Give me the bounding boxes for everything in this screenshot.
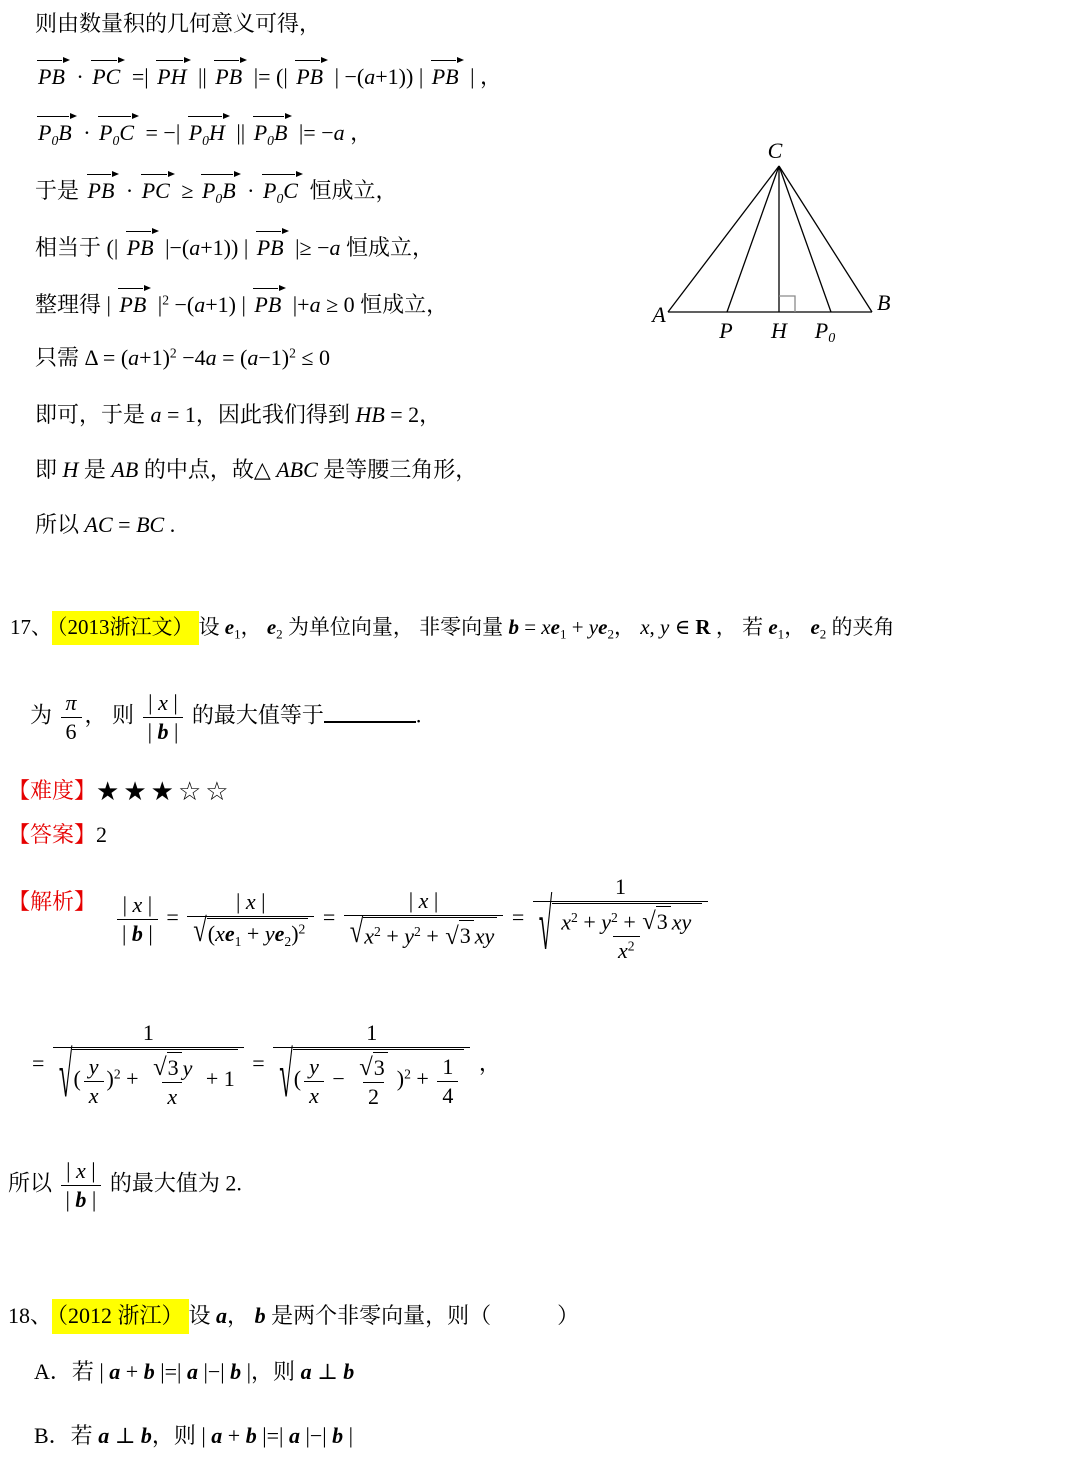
proof-line-1: 则由数量积的几何意义可得，	[35, 11, 322, 36]
proof-line-5: 相当于 (| PB |−(a+1)) | PB |≥ −a 恒成立，	[35, 229, 434, 263]
side-CB	[779, 166, 872, 312]
analysis-formula-2: = 1 √ ( $\frac{y}{x}$ )$^2$ + √ 3 y x + 1 = 1 √ ( $\frac{y}{x}$ − √ 3 2 )$^2$ + $\frac{1}{4}$ ，	[32, 1020, 501, 1112]
cevian-CP	[727, 166, 779, 312]
difficulty-stars: ★★★☆☆	[96, 777, 233, 807]
triangle-diagram	[635, 134, 915, 354]
proof-line-7: 只需 $\Delta = (a+1)^2 -4a = (a-1)^2 \le 0$	[35, 345, 330, 370]
question-18-option-b: B．若 a ⊥ b，则 | a + b |=| a |−| b |	[34, 1423, 354, 1448]
difficulty-label: 【难度】	[8, 778, 97, 803]
answer-value: 2	[96, 822, 108, 847]
analysis-formula-1: $\frac{| x |}{| b |}$ = | x | √ $(xe_1 + ye_2)^2$ = | x | √ $x^2 + y^2$ + √ 3 xy = 1 √ $x^2 + y^2$ + √ 3 xy $x^2$	[114, 874, 711, 964]
analysis-label-row	[8, 888, 96, 917]
label-H: H	[771, 318, 787, 343]
label-A: A	[652, 302, 666, 327]
label-P: P	[719, 318, 733, 343]
proof-line-6: 整理得 | PB $|^2 -(a+1)$ | PB |+a ≥ 0 恒成立，	[35, 286, 448, 320]
label-B: B	[877, 290, 891, 315]
question-18-stem: 18、 （2012 浙江） 设 a， b 是两个非零向量，则（ ）	[8, 1302, 579, 1331]
proof-line-8: 即可，于是 a = 1，因此我们得到 HB = 2，	[35, 402, 442, 427]
proof-line-9: 即 H 是 AB 的中点，故△ ABC 是等腰三角形，	[35, 457, 478, 482]
proof-line-4: 于是 PB · PC ≥ $P_0B \cdot P_0C$ 恒成立，	[35, 172, 397, 206]
label-C: C	[767, 138, 783, 163]
analysis-conclusion: 所以 $\frac{| x |}{| b |}$ 的最大值为 2.	[8, 1158, 242, 1212]
cevian-CP0	[779, 166, 831, 312]
proof-line-3: $P_0B \cdot P_0C$ = −| $P_0H$ || $P_0B$ |= −a ，	[35, 114, 372, 148]
side-CA	[668, 166, 779, 312]
answer-row	[8, 821, 107, 850]
label-P0: P0	[814, 318, 836, 346]
question-17-stem: 17、 （2013浙江文） 设 $e_1$， $e_2$ 为单位向量， 非零向量 $b = xe_1 + ye_2$， x, y ∈ R ， 若 $e_1$， $e_2$ 的夹角	[10, 614, 895, 641]
proof-line-2: PB · PC =| PH || PB |= (| PB | −(a+1)) | PB | ，	[35, 58, 502, 92]
question-17-stem-line2: 为 $\frac{\pi}{6}$ ， 则 $\frac{| x |}{| b |}$ 的最大值等于 .	[30, 690, 422, 744]
analysis-label: 【解析】	[8, 889, 97, 914]
answer-label: 【答案】	[8, 822, 97, 847]
right-angle-mark	[779, 296, 795, 312]
difficulty-row	[8, 776, 233, 810]
question-18-option-a: A．若 | a + b |=| a |−| b |，则 a ⊥ b	[34, 1359, 355, 1384]
proof-line-10: 所以 AC = BC .	[35, 512, 176, 537]
